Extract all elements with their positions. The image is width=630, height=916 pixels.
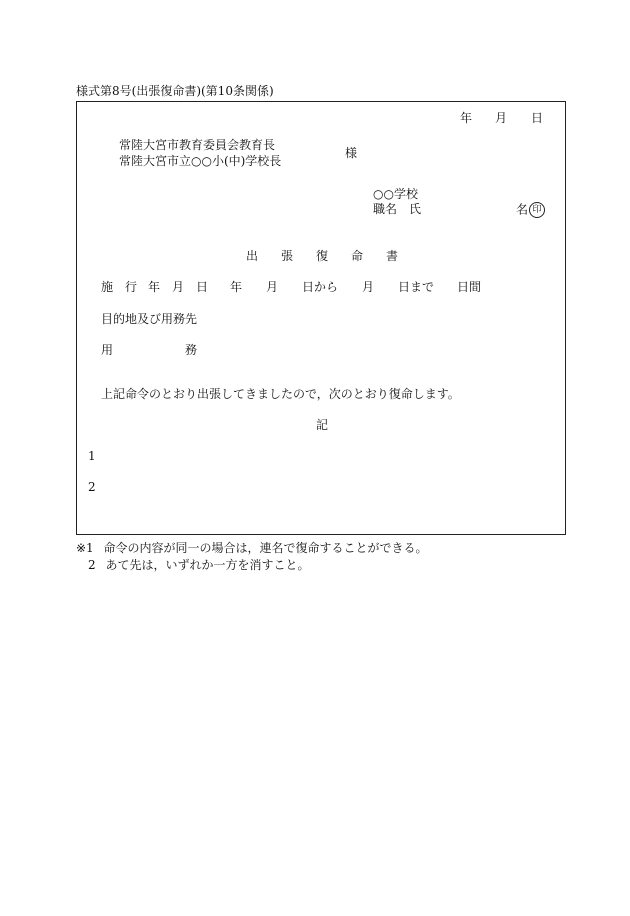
execution-label: 施 行 [101, 280, 138, 294]
business-label-left: 用 [101, 343, 114, 357]
execution-to-year: 年 [230, 280, 243, 294]
business-label-right: 務 [185, 343, 198, 357]
note-2-mark: 2 [88, 558, 96, 572]
item-1: 1 [88, 449, 96, 463]
note-1 [76, 542, 428, 554]
title-char-5: 書 [386, 249, 399, 263]
note-2-text: あて先は，いずれか一方を消すこと。 [105, 558, 310, 572]
title-char-3: 復 [316, 249, 329, 263]
execution-from-year: 年 [148, 280, 161, 294]
sender-title-name-label: 職名 氏 [373, 202, 422, 216]
seal-icon: 印 [529, 202, 545, 218]
execution-to-day-from: 日から [302, 280, 339, 294]
sender-school: ○○学校 [373, 187, 418, 201]
form-label: 様式第8号(出張復命書)(第10条関係) [76, 84, 274, 98]
execution-until-day: 日まで [398, 280, 435, 294]
statement: 上記命令のとおり出張してきましたので，次のとおり復命します。 [101, 387, 460, 401]
note-2 [88, 559, 309, 571]
execution-from-month: 月 [172, 280, 185, 294]
note-1-text: 命令の内容が同一の場合は，連名で復命することができる。 [103, 541, 428, 555]
execution-from-day: 日 [196, 280, 209, 294]
addressee-line-1: 常陸大宮市教育委員会教育長 [119, 138, 276, 152]
addressee-line-2: 常陸大宮市立○○小(中)学校長 [119, 154, 282, 168]
execution-until-month: 月 [362, 280, 375, 294]
date-month: 月 [495, 111, 508, 125]
execution-days: 日間 [457, 280, 482, 294]
sender-name-suffix: 名 [516, 202, 529, 217]
execution-to-month: 月 [266, 280, 279, 294]
destination-label: 目的地及び用務先 [101, 312, 198, 326]
title-char-4: 命 [351, 249, 364, 263]
item-2: 2 [88, 480, 96, 494]
date-day: 日 [531, 111, 544, 125]
addressee-honorific: 様 [345, 146, 358, 160]
note-1-mark: ※1 [76, 541, 94, 555]
title-char-2: 張 [281, 249, 294, 263]
date-year: 年 [460, 111, 473, 125]
sender-name-seal [516, 202, 545, 218]
record-heading: 記 [316, 418, 329, 432]
title-char-1: 出 [246, 249, 259, 263]
